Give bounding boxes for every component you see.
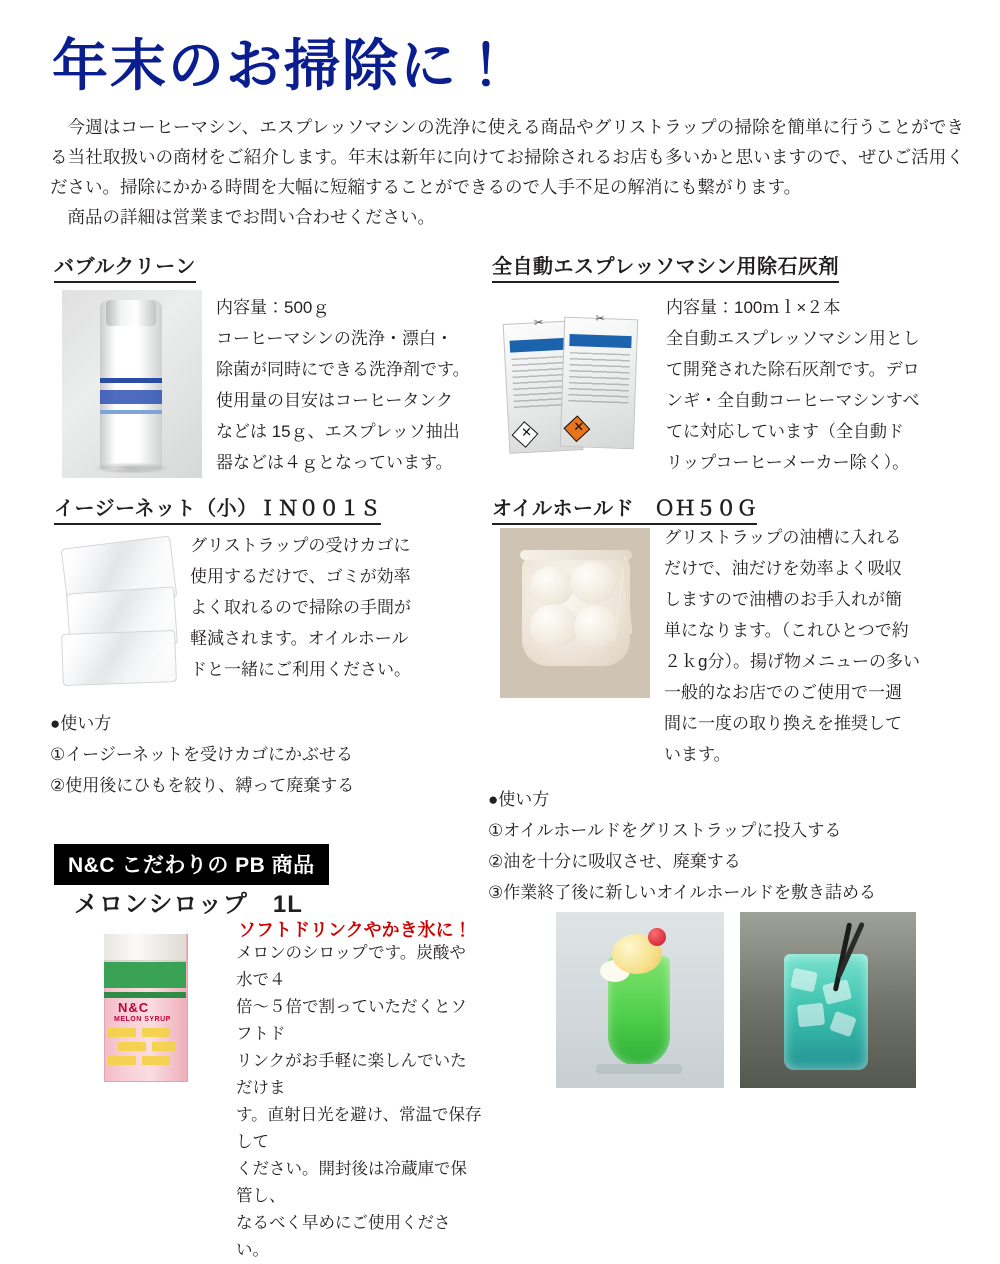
intro-paragraph-2: 商品の詳細は営業までお問い合わせください。 <box>67 207 435 227</box>
section-title-bubble-clean: バブルクリーン <box>54 250 196 283</box>
description-line: 一般的なお店でのご使用で一週 <box>664 683 902 702</box>
product-photo-easy-net <box>58 528 182 696</box>
description-line: 内容量：500ｇ <box>216 298 330 317</box>
warning-symbol-icon: ✕ <box>512 421 539 448</box>
product-photo-melon-syrup <box>78 928 212 1086</box>
plastic-sheen <box>62 631 176 685</box>
sack-lump <box>530 604 578 648</box>
product-description-descaler <box>666 292 958 478</box>
bottle-label-band <box>100 378 162 383</box>
product-description-easy-net <box>190 530 468 685</box>
description-line: 単になります。（これひとつで約 <box>664 621 909 640</box>
usage-step: ①オイルホールドをグリストラップに投入する <box>488 821 842 840</box>
glass-base <box>596 1064 682 1074</box>
ice-cube <box>797 1003 825 1028</box>
usage-list-easy-net <box>50 708 354 801</box>
description-line: グリストラップの油槽に入れる <box>664 528 902 547</box>
product-photo-oil-hold <box>500 528 650 698</box>
product-photo-bubble-clean <box>62 290 202 478</box>
sack-tie-band <box>520 550 632 560</box>
sack-lump <box>530 566 574 606</box>
description-line: メロンのシロップです。炭酸や水で４ <box>236 944 466 989</box>
pouch-shape <box>560 312 638 450</box>
carton-pattern <box>142 1056 170 1065</box>
description-line: 倍～５倍で割っていただくとソフトド <box>236 998 467 1043</box>
description-line: て開発された除石灰剤です。デロ <box>666 360 920 379</box>
carton-pattern <box>108 1056 136 1065</box>
usage-title: ●使い方 <box>488 790 550 809</box>
carton-sublabel: MELON SYRUP <box>114 1016 171 1023</box>
page-title: 年末のお掃除に！ <box>52 34 516 97</box>
section-title-easy-net: イージーネット（小）ＩＮ００１Ｓ <box>54 492 381 525</box>
sack-lump <box>570 562 616 604</box>
photo-melon-soda <box>740 912 916 1088</box>
description-line: リップコーヒーメーカー除く）。 <box>666 453 910 472</box>
description-line: 使用するだけで、ゴミが効率 <box>190 567 411 586</box>
description-line: す。直射日光を避け、常温で保存して <box>236 1106 482 1151</box>
warning-symbol-icon: ✕ <box>563 415 590 442</box>
usage-list-oil-hold <box>488 784 876 908</box>
pouch-text-lines <box>568 352 630 406</box>
usage-title: ●使い方 <box>50 714 112 733</box>
description-line: なるべく早めにご使用ください。 <box>236 1214 451 1259</box>
product-description-bubble-clean <box>216 292 488 478</box>
description-line: などは 15ｇ、エスプレッソ抽出 <box>216 422 460 441</box>
section-title-oil-hold: オイルホールド ＯＨ５０Ｇ <box>492 492 757 525</box>
usage-step: ③作業終了後に新しいオイルホールドを敷き詰める <box>488 883 877 902</box>
description-line: コーヒーマシンの洗浄・漂白・ <box>216 329 453 348</box>
usage-step: ②油を十分に吸収させ、廃棄する <box>488 852 741 871</box>
intro-paragraph-1: 今週はコーヒーマシン、エスプレッソマシンの洗浄に使える商品やグリストラップの掃除を簡単に行うことができる当社取扱いの商材をご紹介します。年末は新年に向けてお掃除されるお店も多いかと思いますので、ぜひご活用ください。掃除にかかる時間を大幅に短縮することができるので人手不足の解消にも繋がります。 <box>50 117 964 197</box>
pb-product-name: メロンシロップ 1L <box>74 891 303 918</box>
description-line: しますので油槽のお手入れが簡 <box>664 590 902 609</box>
description-line: ２ｋg分）。揚げ物メニューの多い <box>664 652 920 671</box>
description-line: ドと一緒にご利用ください。 <box>190 660 411 679</box>
bottle-label-underline <box>100 410 162 414</box>
usage-step: ②使用後にひもを絞り、縛って廃棄する <box>50 776 355 795</box>
description-line: 軽減されます。オイルホール <box>190 629 409 648</box>
description-line: 内容量：100ｍｌ×２本 <box>666 298 841 317</box>
pouch-brand-band <box>569 334 631 348</box>
sack-lump <box>574 606 618 648</box>
cherry-garnish <box>648 928 666 946</box>
net-bag-shape <box>61 630 177 686</box>
description-line: よく取れるので掃除の手間が <box>190 598 411 617</box>
description-line: ンギ・全自動コーヒーマシンすべ <box>666 391 920 410</box>
description-line: います。 <box>664 745 731 764</box>
carton-green-line <box>104 992 186 998</box>
pouch-notch: ✂ <box>533 316 544 330</box>
carton-logo: N&C <box>118 1000 150 1015</box>
usage-step: ①イージーネットを受けカゴにかぶせる <box>50 745 354 764</box>
product-description-oil-hold <box>664 522 960 770</box>
description-line: 全自動エスプレッソマシン用とし <box>666 329 920 348</box>
product-photo-descaler <box>500 294 648 482</box>
pb-banner: N&C こだわりの PB 商品 <box>54 844 329 885</box>
description-line: てに対応しています（全自動ド <box>666 422 904 441</box>
carton-pattern <box>118 1042 146 1051</box>
bottle-label-text-block <box>100 390 162 404</box>
pouch-notch: ✂ <box>595 312 606 326</box>
description-line: 間に一度の取り換えを推奨して <box>664 714 902 733</box>
description-line: リンクがお手軽に楽しんでいただけま <box>236 1052 467 1097</box>
description-line: 器などは４ｇとなっています。 <box>216 453 453 472</box>
melon-headline: ソフトドリンクやかき氷に！ <box>238 920 472 940</box>
section-title-descaler: 全自動エスプレッソマシン用除石灰剤 <box>492 250 839 283</box>
description-line: 除菌が同時にできる洗浄剤です。 <box>216 360 470 379</box>
description-line: だけで、油だけを効率よく吸収 <box>664 559 902 578</box>
intro-text <box>50 112 964 232</box>
product-description-melon-syrup <box>236 940 482 1264</box>
bottle-cap-shape <box>106 300 156 326</box>
bottle-shadow <box>92 462 172 474</box>
carton-pattern <box>108 1028 136 1037</box>
carton-top <box>104 934 186 961</box>
carton-pattern <box>142 1028 170 1037</box>
carton-green-band <box>104 962 186 988</box>
description-line: ください。開封後は冷蔵庫で保管し、 <box>236 1160 467 1205</box>
photo-melon-float <box>556 912 724 1088</box>
description-line: 使用量の目安はコーヒータンク <box>216 391 453 410</box>
description-line: グリストラップの受けカゴに <box>190 536 411 555</box>
carton-pattern <box>152 1042 176 1051</box>
